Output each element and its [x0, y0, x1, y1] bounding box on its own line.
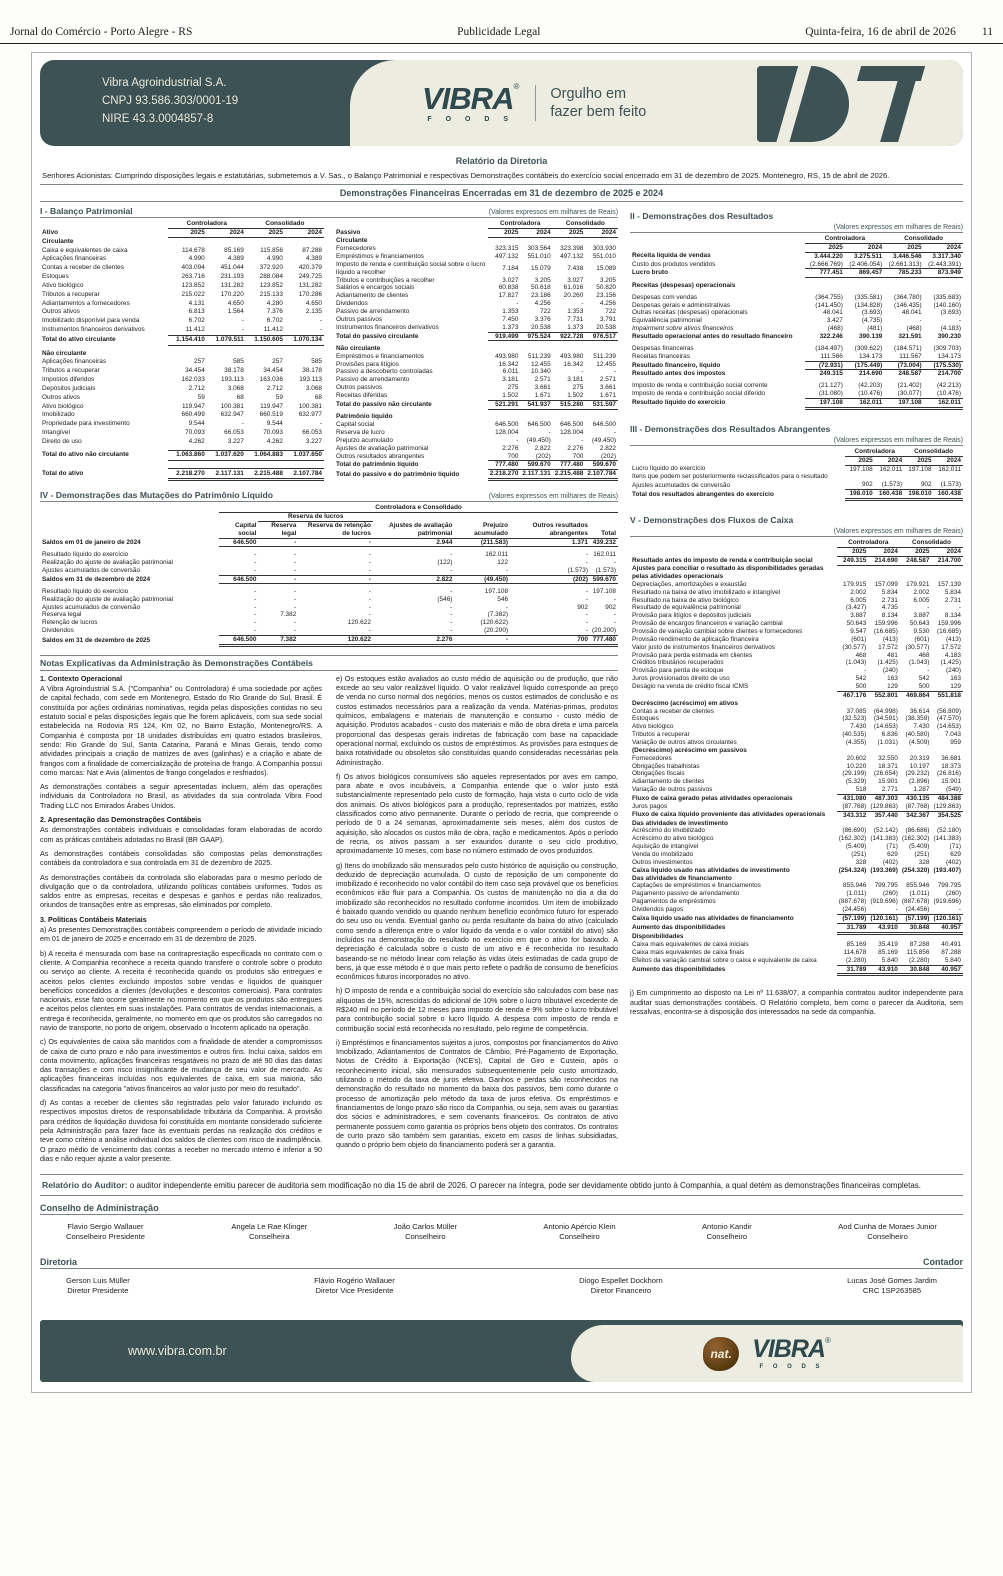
table-row: Dividendos - 4.256 - 4.256	[336, 300, 616, 308]
table-row: Tributos a recuperar (40.535) 6.836 (40.580) 7.043	[632, 731, 961, 739]
table-row: Das atividades de financiamento	[632, 874, 732, 882]
values-note: (Valores expressos em milhares de Reais)	[833, 527, 963, 535]
table-row: Resultado líquido do exercício - - - - 197.108 - 197.108	[42, 587, 616, 595]
table-row: Ajustes de avaliação patrimonial 2.276 2.822 2.276 2.822	[336, 444, 616, 452]
table-row: Venda do imobilizado (251) 629 (251) 629	[632, 851, 961, 858]
mutations-table: Controladora e Consolidado Reserva de lucros Capital social Reserva legal Reserva de retenção de lucros Ajustes de avaliação patrimonial Prejuízo acumulado Outros resultados abrangentes Total Saldos em 01 de janeiro de 2024 646.500 - - 2.944 (211.583) 1.371 439.232 Resultado líquido do exercício - - - - 162.011 - 162.011 Realização do ajuste de avaliação patrimonial - - - (122) 122 - - Ajustes acumulados de conversão - - - - - (1.573) (1.573) Saldos em 31 de dezembro de 2024 646.500 - - 2.822 (49.450) (202) 599.670 Resultado líquido do exercício - - - - 197.108 - 197.108 Realização do ajuste de avaliação patrimonial - - - (546) 546 - - Ajustes acumulados de conversão - - - - - 902 902 Reserva legal - 7.382 - - (7.382) - - Retenção de lucros - - 120.622 - (120.622) - - Dividendos - - - - (20.200) - (20.200) Saldos em 31 de dezembro de 2025 646.500 7.382 120.622 2.276 - 700 777.480	[42, 504, 616, 644]
table-row: Ativo biológico 123.852 131.282 123.852 131.282	[42, 281, 322, 289]
table-row: Aplicações financeiras 257 585 257 585	[42, 358, 322, 366]
table-row: Provisões para litígios 16.342 12.455 16.342 12.455	[336, 360, 616, 368]
table-row: Saldos em 31 de dezembro de 2025 646.500 7.382 120.622 2.276 - 700 777.480	[42, 636, 616, 644]
masthead-newspaper-name: Jornal do Comércio - Porto Alegre - RS	[10, 26, 193, 38]
table-row: Ativo biológico 7.430 (14.653) 7.430 (14.653)	[632, 723, 961, 731]
table-row: Adiantamento de clientes 17.827 23.186 20.260 23.156	[336, 292, 616, 300]
cashflow-table: Controladora Consolidado 2025 2024 2025 2024 Resultado antes do imposto de renda e contribuição social 249.315 214.690 248.587 214.700 Ajustes para conciliar o resultado às disponibilidades geradas pelas atividades operacionais Depreciações, amortizações e exaustão 179.915 157.099 179.921 157.139 Resultado na baixa de ativo imobilizado e intangível 2.002 5.834 2.002 5.834 Resultado na baixa de ativo biológico 6.005 2.731 6.005 2.731 Resultado de equivalência patrimonial (3.427) 4.735 - - Provisão para litígios e depósitos judiciais 3.887 8.134 3.887 8.134 Provisão de encargos financeiros e variação cambial 50.643 159.996 50.643 159.996 Provisão de variação cambial sobre clientes e fornecedores 9.547 (16.685) 9.530 (16.685) Provisão rendimento de aplicação financeira (601) (413) (601) (413) Valor justo de instrumentos financeiros derivativos (30.577) 17.572 (30.577) 17.572 Provisão para perda estimada em clientes 468 481 468 4.183 Créditos tributários recuperados (1.043) (1.425) (1.043) (1.425) Provisão para perda de estoque - (240) - (240) Juros provisionados direito de uso 542 163 542 163 Deságio na venda de crédito fiscal ICMS 500 129 500 129 467.176 552.801 469.864 551.818 Decréscimo (acréscimo) em ativos Contas a receber de clientes 37.085 (64.998) 36.614 (56.809) Estoques (32.523) (34.591) (38.359) (47.570) Ativo biológico 7.430 (14.653) 7.430 (14.653) Tributos a recuperar (40.535) 6.836 (40.580) 7.043 Variação de outros ativos circulantes (4.355) (1.031) (4.509) 959 (Decréscimo) acréscimo em passivos Fornecedores 20.602 32.550 20.319 36.681 Obrigações trabalhistas 10.220 18.371 10.197 18.373 Obrigações fiscais (29.199) (26.654) (29.232) (26.816) Adiantamento de clientes (5.329) 15.901 (2.896) 15.901 Variação de outros passivos 518 2.771 1.287 (549) Fluxo de caixa gerado pelas atividades operacionais 431.080 487.303 430.135 484.388 Juros pagos (87.768) (129.863) (87.768) (129.863) Fluxo de caixa líquido proveniente das atividades operacionais 343.312 357.440 342.367 354.525 Das atividades de investimento Acréscimo do imobilizado (86.690) (52.142) (86.686) (52.180) Acréscimo do ativo biológico (162.302) (141.383) (162.302) (141.383) Aquisição de intangível (5.409) (71) (5.409) (71) Venda do imobilizado (251) 629 (251) 629 Outros investimentos 328 (402) 328 (402) Caixa líquido usado nas atividades de investimento (254.324) (193.369) (254.320) (193.407) Das atividades de financiamento Captações de empréstimos e financiamentos 855.946 799.795 855.946 799.795 Pagamento passivo de arrendamento (1.011) (260) (1.011) (260) Pagamentos de empréstimos (887.678) (919.696) (887.678) (919.696) Dividendos pagos (24.456) - (24.456) - Caixa líquido usado nas atividades de financiamento (57.199) (120.161) (57.199) (120.161) Aumento das disponibilidades 31.789 43.910 30.848 40.957 Disponibilidades Caixa mais equivalentes de caixa iniciais 85.169 35.419 87.288 40.491 Caixa mais equivalentes de caixa finais 114.678 85.169 115.856 87.288 Efeitos da variação cambial sobre o caixa e equivalente de caixa (2.280) 5.840 (2.280) 5.840 Aumento das disponibilidades 31.789 43.910 30.848 40.957	[632, 538, 961, 974]
table-row: Resultado líquido do exercício - - - - 162.011 - 162.011	[42, 550, 616, 558]
notes-section	[40, 655, 618, 1164]
auditor-text: o auditor independente emitiu parecer de auditoria sem modificação no dia 15 de abril de 2026. O parecer na íntegra, pode ser devidamente obtido junto à Companhia, a qual detém as demonstrações financeiras completas.	[129, 1181, 922, 1191]
table-row: Dividendos - - - - (20.200) - (20.200)	[42, 627, 616, 635]
table-row: (Decréscimo) acréscimo em passivos	[632, 746, 747, 754]
results-section-header	[630, 205, 963, 233]
registered-mark-icon: ®	[824, 1336, 831, 1346]
table-row: Outros passivos 7.450 3.376 7.731 3.791	[336, 315, 616, 323]
ativo-header: Ativo	[42, 229, 59, 237]
table-row: Outros passivos 275 3.661 275 3.661	[336, 384, 616, 392]
balance-sheet	[40, 220, 618, 481]
table-row: Caixa e equivalentes de caixa 114.678 85.169 115.856 87.288	[42, 246, 322, 254]
contador-header: Contador	[923, 1257, 963, 1268]
table-row: Provisão rendimento de aplicação financeira (601) (413) (601) (413)	[632, 635, 961, 643]
ad-frame	[31, 52, 972, 1393]
page-number: 11	[981, 26, 993, 38]
note-paragraph: As demonstrações contábeis consolidadas são compostas pelas demonstrações contábeis da controladora e sua controlada em 31 de dezembro de 2025.	[40, 849, 322, 868]
signature: Lucas José Gomes Jardim CRC 1SP263585	[847, 1276, 937, 1296]
table-row: Ajustes acumulados de conversão - - - - - (1.573) (1.573)	[42, 566, 616, 574]
table-row: Pagamentos de empréstimos (887.678) (919.696) (887.678) (919.696)	[632, 898, 961, 906]
section-title: I - Balanço Patrimonial	[40, 206, 133, 216]
statements-grid	[40, 205, 963, 1164]
statements-title: Demonstrações Financeiras Encerradas em 31 de dezembro de 2025 e 2024	[40, 184, 963, 202]
company-nire: NIRE 43.3.0004857-8	[102, 112, 214, 125]
note-paragraph: 2. Apresentação das Demonstrações Contábeis	[40, 816, 202, 825]
nat-logo-icon: nat.	[703, 1337, 739, 1371]
table-row: Resultado de equivalência patrimonial (3.427) 4.735 - -	[632, 604, 961, 612]
right-column	[630, 205, 963, 1164]
table-row: Empréstimos e financiamentos 497.132 551.010 497.132 551.010	[336, 252, 616, 260]
values-note: (Valores expressos em milhares de Reais)	[833, 436, 963, 444]
table-row: Instrumentos financeiros derivativos 1.373 20.538 1.373 20.538	[336, 323, 616, 331]
table-row: Receitas diferidas 1.502 1.671 1.502 1.671	[336, 392, 616, 400]
vibra-foods-label: F O O D S	[759, 1364, 824, 1371]
table-row: Fornecedores 323.315 303.564 323.398 303.930	[336, 245, 616, 253]
table-row: Resultado financeiro, líquido (72.931) (175.449) (73.004) (175.530)	[632, 361, 961, 369]
note-paragraph: i) Empréstimos e financiamentos sujeitos a juros, compostos por financiamentos do Ativo Imobilizado, Adiantamentos de Contratos de Câmbio, Pré-Pagamento de Exportação, Notas de Crédito à Exportação (NCE's), Capital de Giro e Custeio, após o reconhecimento inicial, são mensurados subsequentemente pelo custo amortizado, utilizando o método da taxa de juros efetiva. Ganhos e perdas são reconhecidos na demonstração do resultado no momento da baixa dos passivos, bem como durante o processo de amortização pelo método da taxa de juros efetiva. Os empréstimos e financiamentos de longo prazo são risco da Companhia, ou seja, sem avais ou garantias dos sócios e administradores, e sem covenants financeiros. Os contratos de ativo permanente possuem como garantia os próprios bens objeto dos contratos. Os contratos de curto prazo são também sem garantias, exceto em casos de linhas subsidiadas, quando o próprio bem objeto do financiamento poderá ser a garantia.	[336, 1038, 618, 1150]
note-paragraph: As demonstrações contábeis a seguir apresentadas incluem, além das operações individuais da Controladora no Brasil, as atividades da sua controlada Vibra Food Trading LLC nos Emirados Árabes Unidos.	[40, 783, 322, 810]
table-row: Resultado antes do imposto de renda e contribuição social 249.315 214.690 248.587 214.700	[632, 556, 961, 564]
table-row: Total do passivo e do patrimônio líquido 2.218.270 2.117.131 2.215.488 2.107.784	[336, 470, 616, 478]
table-row: Tributos a recuperar 215.022 170.220 215.133 170.286	[42, 290, 322, 298]
signature: Flávio Rogério Wallauer Diretor Vice Presidente	[314, 1276, 395, 1296]
table-row: Outros resultados abrangentes 700 (202) 700 (202)	[336, 452, 616, 460]
diretoria-header: Diretoria Contador	[40, 1254, 963, 1269]
table-row: Provisão de encargos financeiros e variação cambial 50.643 159.996 50.643 159.996	[632, 620, 961, 628]
balance-section-header	[40, 205, 618, 218]
masthead-date: Quinta-feira, 16 de abril de 2026 11	[805, 26, 993, 38]
report-title: Relatório da Diretoria	[455, 156, 548, 166]
table-row: Imposto de renda e contribuição social corrente (21.127) (42.203) (21.402) (42.213)	[632, 382, 961, 390]
table-row: Ativo biológico 119.947 100.381 119.947 100.381	[42, 402, 322, 410]
conselho-section	[40, 1200, 963, 1250]
table-row: Propriedade para investimento 9.544 - 9.544 -	[42, 420, 322, 428]
table-row: Estoques 263.716 231.193 288.084 249.725	[42, 273, 322, 281]
banner-logo-panel	[350, 60, 963, 146]
table-row: Captações de empréstimos e financiamentos 855.946 799.795 855.946 799.795	[632, 882, 961, 890]
table-row: Variação de outros ativos circulantes (4.355) (1.031) (4.509) 959	[632, 738, 961, 746]
table-row: Realização do ajuste de avaliação patrimonial - - - (546) 546 - -	[42, 595, 616, 603]
signature: Antonio Kandir Conselheiro	[701, 1222, 752, 1242]
table-row: Lucro bruto 777.451 869.457 785.233 873.949	[632, 269, 961, 277]
company-cnpj: CNPJ 93.586.303/0001-19	[102, 94, 239, 107]
notes-text	[40, 675, 618, 1164]
table-row: Prejuízo acumulado - (49.450) - (49.450)	[336, 436, 616, 444]
table-row: Fornecedores 20.602 32.550 20.319 36.681	[632, 754, 961, 762]
comprehensive-table: Controladora Consolidado 2025 2024 2025 2024 Lucro líquido do exercício 197.108 162.011 197.108 162.011 Itens que podem ser posteriormente reclassificados para o resultado Ajustes acumulados de conversão 902 (1.573) 902 (1.573) Total dos resultados abrangentes do exercício 198.010 160.438 198.010 160.438	[632, 447, 961, 498]
note-paragraph: e) Os estoques estão avaliados ao custo médio de aquisição ou de produção, que não excede ao seu valor realizável líquido. O valor realizável líquido corresponde ao preço de venda no curso normal dos negócios, menos os custos estimados de conclusão e os custos estimados necessários para a realização da venda. Matérias-primas, produtos químicos, embalagens e materiais de manutenção e consumo - custo médio de aquisição. Produtos acabados - custo dos materiais e mão de obra direta e uma parcela proporcional das despesas gerais indiretas de fabricação com base na capacidade operacional normal, excluindo os custos de empréstimos. As provisões para estoques de baixa rotatividade ou obsoletos são constituídas quando consideradas necessárias pela Administração.	[336, 674, 618, 767]
table-row: Aquisição de intangível (5.409) (71) (5.409) (71)	[632, 843, 961, 851]
table-row: Estoques (32.523) (34.591) (38.359) (47.570)	[632, 715, 961, 723]
note-paragraph: d) As contas a receber de clientes são registradas pelo valor faturado incluindo os respectivos impostos diretos de responsabilidade tributária da Companhia. A provisão para créditos de liquidação duvidosa foi constituída em montante considerado suficiente pela Administração para fazer face às eventuais perdas na realização dos créditos e teve como critério a análise individual dos saldos de clientes com risco de inadimplência. O prazo médio de vencimento das contas a receber no mercado interno é inferior a 90 dias e não requer ajuste a valor presente.	[40, 1099, 322, 1163]
table-row: Empréstimos e financiamentos 493.980 511.239 493.980 511.239	[336, 352, 616, 360]
table-row: Caixa líquido usado nas atividades de financiamento (57.199) (120.161) (57.199) (120.161)	[632, 914, 961, 922]
table-row: Circulante	[42, 237, 74, 245]
table-row: Provisão para perda de estoque - (240) - (240)	[632, 667, 961, 675]
signature: Antonio Apércio Klein Conselheiro	[543, 1222, 616, 1242]
table-row: Total do ativo circulante 1.154.410 1.079.511 1.150.605 1.070.134	[42, 336, 322, 344]
passivo-table: Controladora Consolidado Passivo 2025 2024 2025 2024 Circulante Fornecedores 323.315 303.564 323.398 303.930 Empréstimos e financiamentos 497.132 551.010 497.132 551.010 Imposto de renda e contribuição social sobre o lucro líquido a recolher 7.184 15.079 7.438 15.089 Tributos e contribuições a recolher 3.027 3.205 3.027 3.205 Salários e encargos sociais 60.838 50.618 61.016 50.820 Adiantamento de clientes 17.827 23.186 20.260 23.156 Dividendos - 4.256 - 4.256 Passivo de arrendamento 1.353 722 1.353 722 Outros passivos 7.450 3.376 7.731 3.791 Instrumentos financeiros derivativos 1.373 20.538 1.373 20.538 Total do passivo circulante 919.499 975.524 922.728 976.517 Não circulante Empréstimos e financiamentos 493.980 511.239 493.980 511.239 Provisões para litígios 16.342 12.455 16.342 12.455 Passivo a descoberto controladas 6.011 10.340 - - Passivo de arrendamento 3.181 2.571 3.181 2.571 Outros passivos 275 3.661 275 3.661 Receitas diferidas 1.502 1.671 1.502 1.671 Total do passivo não circulante 521.291 541.937 515.280 531.597 Patrimônio líquido Capital social 646.500 646.500 646.500 646.500 Reserva de lucro 128.004 - 128.004 - Prejuízo acumulado - (49.450) - (49.450) Ajustes de avaliação patrimonial 2.276 2.822 2.276 2.822 Outros resultados abrangentes 700 (202) 700 (202) Total do patrimônio líquido 777.480 599.670 777.480 599.670 Total do passivo e do patrimônio líquido 2.218.270 2.117.131 2.215.488 2.107.784	[336, 220, 616, 478]
signature: Gerson Luis Müller Diretor Presidente	[66, 1276, 130, 1296]
table-row: Obrigações fiscais (29.199) (26.654) (29.232) (26.816)	[632, 770, 961, 778]
table-row: Aplicações financeiras 4.990 4.389 4.990 4.389	[42, 255, 322, 263]
table-row: Total do patrimônio líquido 777.480 599.670 777.480 599.670	[336, 461, 616, 469]
note-paragraph: As demonstrações contábeis da controlada são elaboradas para o mesmo período de divulgação que o da controladora, utilizando políticas contábeis uniformes. Todos os saldos entre as empresas, receitas e despesas e ganhos e perdas não realizados, oriundos de transações entre as empresas, são eliminados por completo.	[40, 873, 322, 910]
table-row: Resultado antes dos impostos 249.315 214.690 248.587 214.700	[632, 370, 961, 378]
diretoria-members	[40, 1269, 963, 1304]
table-row: Contas a receber de clientes 403.094 451.044 372.920 420.379	[42, 264, 322, 272]
table-row: Resultado operacional antes do resultado financeiro 322.246 390.139 321.591 390.230	[632, 332, 961, 340]
table-row: Aumento das disponibilidades 31.789 43.910 30.848 40.957	[632, 965, 961, 974]
table-row: Pagamento passivo de arrendamento (1.011) (260) (1.011) (260)	[632, 890, 961, 898]
table-row: Passivo de arrendamento 1.353 722 1.353 722	[336, 307, 616, 315]
table-row: Instrumentos financeiros derivativos 11.412 - 11.412 -	[42, 326, 322, 334]
table-row: Acréscimo do ativo biológico (162.302) (141.383) (162.302) (141.383)	[632, 835, 961, 843]
table-row: Impostos diferidos 162.033 193.113 163.036 193.113	[42, 376, 322, 384]
left-column	[40, 205, 618, 1164]
table-row: Depósitos judiciais 2.712 3.068 2.712 3.068	[42, 384, 322, 392]
passivo-header: Passivo	[336, 229, 361, 237]
table-row: Efeitos da variação cambial sobre o caixa e equivalente de caixa (2.280) 5.840 (2.280) 5.840	[632, 956, 961, 964]
vibra-foods-label: F O O D S	[427, 116, 515, 123]
table-row: 467.176 552.801 469.864 551.818	[843, 691, 961, 699]
table-row: Circulante	[336, 237, 368, 245]
section-title: III - Demonstrações dos Resultados Abrangentes	[630, 423, 831, 434]
table-row: Deságio na venda de crédito fiscal ICMS 500 129 500 129	[632, 682, 961, 691]
table-row: Decréscimo (acréscimo) em ativos	[632, 699, 738, 707]
comprehensive-section-header	[630, 418, 963, 446]
section-title: IV - Demonstrações das Mutações do Patrimônio Líquido	[40, 490, 274, 501]
section-title: II - Demonstrações dos Resultados	[630, 211, 774, 221]
signature: Diogo Espellet Dockhorn Diretor Financeiro	[579, 1276, 663, 1296]
signature: João Carlos Müller Conselheiro	[393, 1222, 457, 1242]
table-row: Passivo a descoberto controladas 6.011 10.340 - -	[336, 368, 616, 376]
diretoria-section	[40, 1254, 963, 1304]
website-url: www.vibra.com.br	[128, 1344, 227, 1359]
table-row: Ajustes para conciliar o resultado às disponibilidades geradas pelas atividades operacionais	[632, 565, 824, 580]
table-row: Total do ativo não circulante 1.063.860 1.037.620 1.064.883 1.037.650	[42, 451, 322, 459]
table-row: Outros ativos 59 68 59 68	[42, 393, 322, 401]
v7-emblem-icon	[757, 66, 935, 142]
results-table: Controladora Consolidado 2025 2024 2025 2024 Receita líquida de vendas 3.444.220 3.275.511 3.446.546 3.317.340 Custo dos produtos vendidos (2.666.769) (2.406.054) (2.661.313) (2.443.391) Lucro bruto 777.451 869.457 785.233 873.949 Receitas (despesas) operacionais Despesas com vendas (364.755) (335.581) (364.780) (335.683) Despesas gerais e administrativas (141.450) (134.828) (146.435) (140.160) Outras receitas (despesas) operacionais 48.041 (3.693) 48.041 (3.693) Equivalência patrimonial 3.427 (4.735) - - Impairment sobre ativos financeiros (468) (481) (468) (4.183) Resultado operacional antes do resultado financeiro 322.246 390.139 321.591 390.230 Despesas financeiras (184.497) (309.622) (184.571) (309.703) Receitas financeiras 111.566 134.173 111.567 134.173 Resultado financeiro, líquido (72.931) (175.449) (73.004) (175.530) Resultado antes dos impostos 249.315 214.690 248.587 214.700 Imposto de renda e contribuição social corrente (21.127) (42.203) (21.402) (42.213) Imposto de renda e contribuição social diferido (31.080) (10.476) (30.077) (10.476) Resultado líquido do exercício 197.108 162.011 197.108 162.011	[632, 235, 961, 407]
conselho-members	[40, 1215, 963, 1250]
values-note: (Valores expressos em milhares de Reais)	[488, 493, 618, 501]
vibra-logo: VIBRA® F O O D S	[752, 1335, 831, 1371]
table-row: Despesas financeiras (184.497) (309.622) (184.571) (309.703)	[632, 344, 961, 352]
table-row: Tributos e contribuições a recolher 3.027 3.205 3.027 3.205	[336, 276, 616, 284]
table-row: Provisão para perda estimada em clientes 468 481 468 4.183	[632, 651, 961, 659]
table-row: Outros ativos 6.813 1.564 7.376 2.135	[42, 308, 322, 316]
table-row: Imposto de renda e contribuição social sobre o lucro líquido a recolher 7.184 15.079 7.438 15.089	[336, 260, 616, 276]
table-row: Salários e encargos sociais 60.838 50.618 61.016 50.820	[336, 284, 616, 292]
table-row: Créditos tributários recuperados (1.043) (1.425) (1.043) (1.425)	[632, 659, 961, 667]
table-row: Despesas gerais e administrativas (141.450) (134.828) (146.435) (140.160)	[632, 301, 961, 309]
company-banner	[40, 60, 963, 146]
table-row: Não circulante	[42, 349, 87, 357]
table-row: Despesas com vendas (364.755) (335.581) (364.780) (335.683)	[632, 293, 961, 301]
table-row: Fluxo de caixa gerado pelas atividades operacionais 431.080 487.303 430.135 484.388	[632, 794, 961, 802]
table-row: Imposto de renda e contribuição social diferido (31.080) (10.476) (30.077) (10.476)	[632, 390, 961, 398]
table-row: Receita líquida de vendas 3.444.220 3.275.511 3.446.546 3.317.340	[632, 252, 961, 260]
table-row: Impairment sobre ativos financeiros (468) (481) (468) (4.183)	[632, 325, 961, 333]
table-row: Reserva legal - 7.382 - - (7.382) - -	[42, 611, 616, 619]
table-row: Saldos em 31 de dezembro de 2024 646.500 - - 2.822 (49.450) (202) 599.670	[42, 575, 616, 583]
table-row: Direito de uso 4.262 3.227 4.262 3.227	[42, 437, 322, 445]
note-j: j) Em cumprimento ao disposto na Lei nº 11.638/07, a companhia contratou auditor independente para auditar suas demonstrações contábeis. O Relatório completo, bem como o parecer da Auditoria, sem ressalvas, encontra-se à disposição dos interessados na sede da companhia.	[630, 989, 963, 1016]
table-row: Adiantamentos a fornecedores 4.131 4.650 4.280 4.650	[42, 299, 322, 307]
table-row: Aumento das disponibilidades 31.789 43.910 30.848 40.957	[632, 923, 961, 932]
table-row: Valor justo de instrumentos financeiros derivativos (30.577) 17.572 (30.577) 17.572	[632, 643, 961, 651]
table-row: Não circulante	[336, 344, 381, 352]
company-identification	[102, 75, 238, 128]
table-row: Variação de outros passivos 518 2.771 1.287 (549)	[632, 786, 961, 794]
table-row: Depreciações, amortizações e exaustão 179.915 157.099 179.921 157.139	[632, 580, 961, 588]
note-paragraph: f) Os ativos biológicos consumíveis são aqueles representados por aves em campo, para abate e ovos incubáveis, a Companhia entende que o valor justo está substancialmente representado pelo custo de formação, haja vista o curto ciclo de vida dos animais. Os ativos biológicos para a produção, representados por matrizes, estão classificados como ativo permanente. Durante o período de recria, que compreende o período de 0 a 24 semanas, aproximadamente seis meses, além dos custos de aquisição, são alocados os custos mão de obra, ração e medicamentos. Após o período de recria, os ativos passam a ser exauridos durante o seu ciclo produtivo, aproximadamente 10 meses, com base no número estimado de ovos produzidos.	[336, 772, 618, 856]
table-row: Ajustes acumulados de conversão 902 (1.573) 902 (1.573)	[632, 481, 961, 489]
table-row: Intangível 70.093 66.053 70.093 66.053	[42, 429, 322, 437]
masthead	[0, 0, 1003, 44]
signature: Aod Cunha de Moraes Junior Conselheiro	[838, 1222, 937, 1242]
mutations-section-header	[40, 489, 618, 502]
table-row: Total do passivo circulante 919.499 975.524 922.728 976.517	[336, 332, 616, 340]
table-row: Capital social 646.500 646.500 646.500 646.500	[336, 421, 616, 429]
signature: Angela Le Rae Klinger Conselheira	[231, 1222, 308, 1242]
table-row: Imobilizado 660.499 632.947 660.519 632.977	[42, 411, 322, 419]
table-row: Total do passivo não circulante 521.291 541.937 515.280 531.597	[336, 400, 616, 408]
table-row: Fluxo de caixa líquido proveniente das atividades operacionais 343.312 357.440 342.367 354.525	[632, 811, 961, 819]
auditor-report	[40, 1174, 963, 1196]
table-row: Lucro líquido do exercício 197.108 162.011 197.108 162.011	[632, 465, 961, 473]
table-row: Adiantamento de clientes (5.329) 15.901 (2.896) 15.901	[632, 778, 961, 786]
report-body: Senhores Acionistas: Cumprindo disposições legais e estatutárias, submetemos a V. Sas., o Balanço Patrimonial e respectivas Demonstrações contábeis do exercício social encerrado em 31 de dezembro de 2025. Montenegro, RS, 15 de abril de 2026.	[42, 171, 890, 180]
table-row: Resultado na baixa de ativo imobilizado e intangível 2.002 5.834 2.002 5.834	[632, 588, 961, 596]
table-row: Ajustes acumulados de conversão - - - - - 902 902	[42, 603, 616, 611]
table-row: Reserva de lucro 128.004 - 128.004 -	[336, 428, 616, 436]
table-row: Total dos resultados abrangentes do exercício 198.010 160.438 198.010 160.438	[632, 490, 961, 498]
note-paragraph: As demonstrações contábeis individuais e consolidadas foram elaboradas de acordo com as práticas contábeis adotadas no Brasil (BR GAAP).	[40, 826, 322, 844]
table-row: Resultado líquido do exercício 197.108 162.011 197.108 162.011	[632, 398, 961, 407]
table-row: Juros pagos (87.768) (129.863) (87.768) (129.863)	[632, 802, 961, 811]
table-row: Provisão para litígios e depósitos judiciais 3.887 8.134 3.887 8.134	[632, 612, 961, 620]
note-paragraph: 1. Contexto Operacional	[40, 674, 123, 683]
values-note: (Valores expressos em milhares de Reais)	[833, 224, 963, 231]
table-row: Dividendos pagos (24.456) - (24.456) -	[632, 906, 961, 914]
footer-logo-tab	[571, 1325, 963, 1382]
table-row: Outras receitas (despesas) operacionais 48.041 (3.693) 48.041 (3.693)	[632, 309, 961, 317]
table-row: Acréscimo do imobilizado (86.690) (52.142) (86.686) (52.180)	[632, 827, 961, 835]
section-title: V - Demonstrações dos Fluxos de Caixa	[630, 514, 794, 525]
table-row: Itens que podem ser posteriormente reclassificados para o resultado	[632, 473, 828, 481]
table-row: Caixa líquido usado nas atividades de investimento (254.324) (193.369) (254.320) (193.407)	[632, 866, 961, 874]
masthead-section-label: Publicidade Legal	[457, 26, 541, 38]
slogan: Orgulho em fazer bem feito	[535, 85, 646, 121]
table-row: Das atividades de investimento	[632, 819, 728, 827]
table-row: Juros provisionados direito de uso 542 163 542 163	[632, 675, 961, 683]
table-row: Tributos a recuperar 34.454 38.178 34.454 38.178	[42, 367, 322, 375]
table-row: Outros investimentos 328 (402) 328 (402)	[632, 858, 961, 866]
table-row: Equivalência patrimonial 3.427 (4.735) - -	[632, 317, 961, 325]
table-row: Contas a receber de clientes 37.085 (64.998) 36.614 (56.809)	[632, 707, 961, 715]
table-row: Obrigações trabalhistas 10.220 18.371 10.197 18.373	[632, 762, 961, 770]
table-row: Caixa mais equivalentes de caixa finais 114.678 85.169 115.856 87.288	[632, 948, 961, 956]
table-row: Patrimônio líquido	[336, 413, 393, 421]
table-row: Custo dos produtos vendidos (2.666.769) (2.406.054) (2.661.313) (2.443.391)	[632, 260, 961, 268]
registered-mark-icon: ®	[513, 82, 520, 91]
table-row: Retenção de lucros - - 120.622 - (120.622) - -	[42, 619, 616, 627]
notes-title: Notas Explicativas da Administração às Demonstrações Contábeis	[40, 655, 618, 671]
note-paragraph: g) Itens do imobilizado são mensurados pelo custo histórico de aquisição ou construção, deduzido de depreciação acumulada. O custo de reposição de um componente do imobilizado é reconhecido no valor contábil do item caso seja provável que os benefícios econômicos irão fluir para a Companhia. Os custos de manutenção no dia a dia do imobilizado são reconhecidos no resultado conforme incorridos. Um item de imobilizado é baixado quando vendido ou quando nenhum benefício econômico futuro for esperado do seu uso ou venda. Eventual ganho ou perda resultante da baixa do ativo (calculado como sendo a diferença entre o valor líquido da venda e o valor contábil do ativo) são incluídos na demonstração do resultado no exercício em que o ativo for baixado. A depreciação é calculada sobre o custo de um ativo e é reconhecida no resultado baseando-se no método linear com relação às vidas úteis estimadas de cada grupo de bens, já que esse método é o que mais perto reflete o padrão de consumo de benefícios econômicos futuros incorporados no ativo.	[336, 861, 618, 982]
table-row: Imobilizado disponível para venda 6.702 - 6.702 -	[42, 317, 322, 325]
table-row: Receitas financeiras 111.566 134.173 111.567 134.173	[632, 352, 961, 360]
table-row: Provisão de variação cambial sobre clientes e fornecedores 9.547 (16.685) 9.530 (16.685)	[632, 627, 961, 635]
ativo-table: Controladora Consolidado Ativo 2025 2024 2025 2024 Circulante Caixa e equivalentes de caixa 114.678 85.169 115.856 87.288 Aplicações financeiras 4.990 4.389 4.990 4.389 Contas a receber de clientes 403.094 451.044 372.920 420.379 Estoques 263.716 231.193 288.084 249.725 Ativo biológico 123.852 131.282 123.852 131.282 Tributos a recuperar 215.022 170.220 215.133 170.286 Adiantamentos a fornecedores 4.131 4.650 4.280 4.650 Outros ativos 6.813 1.564 7.376 2.135 Imobilizado disponível para venda 6.702 - 6.702 - Instrumentos financeiros derivativos 11.412 - 11.412 - Total do ativo circulante 1.154.410 1.079.511 1.150.605 1.070.134 Não circulante Aplicações financeiras 257 585 257 585 Tributos a recuperar 34.454 38.178 34.454 38.178 Impostos diferidos 162.033 193.113 163.036 193.113 Depósitos judiciais 2.712 3.068 2.712 3.068 Outros ativos 59 68 59 68 Ativo biológico 119.947 100.381 119.947 100.381 Imobilizado 660.499 632.947 660.519 632.977 Propriedade para investimento 9.544 - 9.544 - Intangível 70.093 66.053 70.093 66.053 Direito de uso 4.262 3.227 4.262 3.227 Total do ativo não circulante 1.063.860 1.037.620 1.064.883 1.037.650 Total do ativo 2.218.270 2.117.131 2.215.488 2.107.784	[40, 220, 324, 481]
table-row: Total do ativo 2.218.270 2.117.131 2.215.488 2.107.784	[40, 468, 324, 479]
auditor-label: Relatório do Auditor:	[42, 1180, 128, 1191]
note-paragraph: A Vibra Agroindustrial S.A. ("Companhia" ou Controladora) é uma sociedade por ações de capital fechado, com sede em Montenegro, Estado do Rio Grande do Sul, Brasil. É constituída por ações ordinárias nominativas, regida pelas disposições contidas no seu estatuto social e pelas disposições legais que lhe forem aplicáveis, com sua sede social estabelecida na Rodovia RS 124, Km 02, no Bairro Estação, Montenegro/RS. A Companhia é composta por 18 unidades distribuídas em quatro estados brasileiros, sendo: Rio Grande do Sul, Santa Catarina, Paraná e Minas Gerais, tendo como atividades principais a criação de matrizes de aves (galinhas) e a criação e abate de frangos com a finalidade de comercialização de proteína de frango. A Companhia possui como marcas: Nat e Avia (alimentos de frango congelados e resfriados).	[40, 685, 322, 777]
note-paragraph: b) A receita é mensurada com base na contraprestação especificada no contrato com o cliente. A Companhia reconhece a receita quando transfere o controle sobre o produto ou serviço ao cliente. A receita é reconhecida quando os produtos são entregues e aceitos pelos clientes excluindo impostos sobre vendas e líquidos de quaisquer benefícios concedidos a clientes (devoluções e descontos comerciais). Para contratos nacionais, esse fato ocorre geralmente no momento em que os produtos são entregues e aceitos pelos clientes em suas instalações. Para contratos de vendas internacionais, a entrega é reconhecida, geralmente, no momento em que os produtos são carregados no navio de transporte, no porto de origem, observado o Incoterm aplicado na operação.	[40, 949, 322, 1032]
table-row: Receitas (despesas) operacionais	[632, 281, 736, 289]
note-paragraph: c) Os equivalentes de caixa são mantidos com a finalidade de atender a compromissos de caixa de curto prazo e não para investimentos e outros fins. Inclui caixa, saldos em conta movimento, aplicações financeiras resgatáveis no prazo de até 90 dias das datas das transações e com risco insignificante de mudança de seu valor de mercado. As aplicações financeiras incluídas nos equivalentes de caixa, em sua maioria, são classificadas na categoria "ativos financeiros ao valor justo por meio do resultado".	[40, 1038, 322, 1093]
table-row: Passivo de arrendamento 3.181 2.571 3.181 2.571	[336, 376, 616, 384]
conselho-header: Conselho de Administração	[40, 1200, 963, 1215]
table-row: Resultado na baixa de ativo biológico 6.005 2.731 6.005 2.731	[632, 596, 961, 604]
signature: Flavio Sergio Wallauer Conselheiro Presidente	[66, 1222, 145, 1242]
footer-band	[40, 1320, 963, 1382]
company-name: Vibra Agroindustrial S.A.	[102, 77, 227, 89]
vibra-logo: VIBRA® F O O D S	[422, 81, 520, 123]
table-row: Saldos em 01 de janeiro de 2024 646.500 - - 2.944 (211.583) 1.371 439.232	[42, 538, 616, 546]
note-paragraph: 3. Políticas Contábeis Materiais	[40, 915, 147, 924]
note-paragraph: a) As presentes Demonstrações contábeis compreendem o período de atividade iniciado em 01 de janeiro de 2025 e encerrado em 31 de dezembro de 2025.	[40, 926, 322, 944]
note-paragraph: h) O imposto de renda e a contribuição social do exercício são calculados com base nas alíquotas de 15%, acrescidas do adicional de 10% sobre o lucro tributável excedente de R$240 mil no período de 12 meses para imposto de renda e 9% sobre o lucro tributável para contribuição social sobre o lucro líquido. A despesa com imposto de renda e contribuição social está reconhecida no resultado, pelo regime de competência.	[336, 987, 618, 1033]
values-note: (Valores expressos em milhares de Reais)	[488, 209, 618, 216]
table-row: Disponibilidades	[632, 933, 684, 941]
table-row: Realização do ajuste de avaliação patrimonial - - - (122) 122 - -	[42, 558, 616, 566]
table-row: Caixa mais equivalentes de caixa iniciais 85.169 35.419 87.288 40.491	[632, 940, 961, 948]
cashflow-section-header	[630, 509, 963, 537]
